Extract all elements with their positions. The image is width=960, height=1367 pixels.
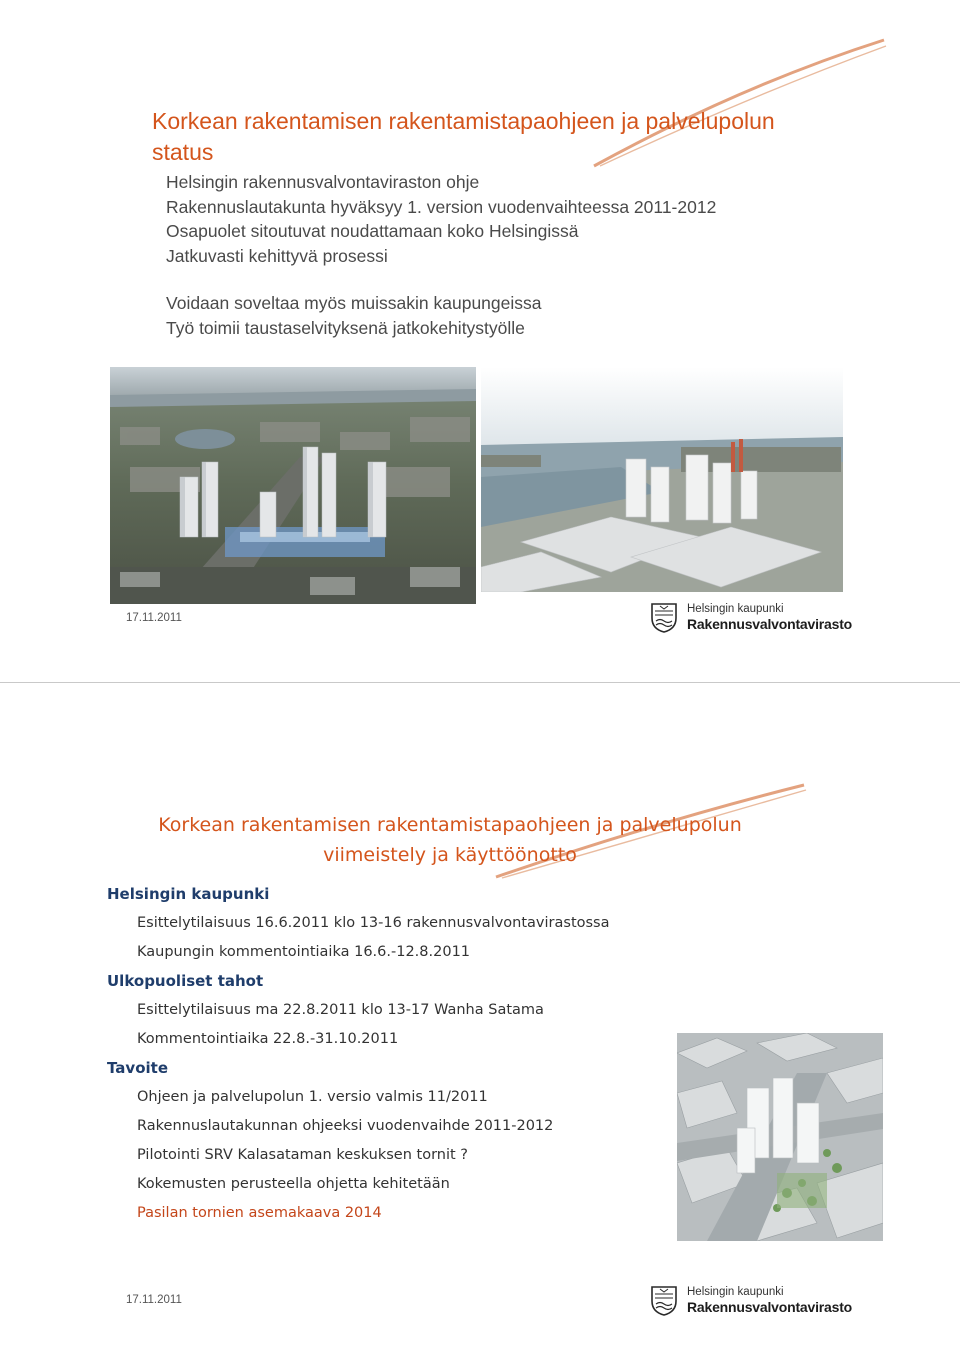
list-item: Kommentointiaika 22.8.-31.10.2011 [137, 1031, 399, 1047]
slide-date: 17.11.2011 [126, 1294, 182, 1306]
list-item: Esittelytilaisuus ma 22.8.2011 klo 13-17 Wanha Satama [137, 1002, 544, 1018]
highlight-item: Pasilan tornien asemakaava 2014 [137, 1205, 382, 1221]
bullet-item: Voidaan soveltaa myös muissakin kaupungeissa [166, 293, 542, 313]
list-item: Esittelytilaisuus 16.6.2011 klo 13-16 rakennusvalvontavirastossa [137, 915, 610, 931]
slide-title-line-1: Korkean rakentamisen rakentamistapaohjeen ja palvelupolun [158, 814, 742, 836]
bullet-item: Jatkuvasti kehittyvä prosessi [166, 245, 388, 266]
bullet-item: Osapuolet sitoutuvat noudattamaan koko Helsingissä [166, 221, 579, 241]
aerial-photo-pasila [110, 367, 476, 604]
logo-city-name: Helsingin kaupunki [687, 1286, 784, 1298]
bullet-item: Työ toimii taustaselvityksenä jatkokehitystyölle [166, 317, 525, 338]
list-item: Ohjeen ja palvelupolun 1. versio valmis 11/2011 [137, 1089, 488, 1105]
slide-date: 17.11.2011 [126, 612, 182, 624]
bullet-item: Rakennuslautakunta hyväksyy 1. version vuodenvaihteessa 2011-2012 [166, 196, 717, 217]
slide-1 [0, 0, 960, 682]
organization-logo [651, 1286, 861, 1320]
schedule-list [107, 880, 610, 1228]
aerial-photo-kalasatama [481, 367, 843, 592]
logo-department-name: Rakennusvalvontavirasto [687, 1299, 853, 1315]
city-model-rendering [677, 1033, 883, 1241]
bullet-item: Helsingin rakennusvalvontaviraston ohje [166, 172, 480, 192]
helsinki-crest-icon [651, 1286, 677, 1316]
slide-2 [0, 683, 960, 1367]
list-item: Pilotointi SRV Kalasataman keskuksen tornit ? [137, 1147, 468, 1163]
logo-city-name: Helsingin kaupunki [687, 603, 784, 615]
list-item: Rakennuslautakunnan ohjeeksi vuodenvaihde 2011-2012 [137, 1118, 554, 1134]
section-heading: Tavoite [107, 1059, 168, 1077]
section-heading: Ulkopuoliset tahot [107, 972, 264, 990]
slide-title-line-2: viimeistely ja käyttöönotto [323, 844, 577, 866]
list-item: Kokemusten perusteella ohjetta kehitetään [137, 1176, 450, 1192]
organization-logo [651, 603, 861, 637]
list-item: Kaupungin kommentointiaika 16.6.-12.8.2011 [137, 944, 471, 960]
logo-department-name: Rakennusvalvontavirasto [687, 616, 853, 632]
slide-title [100, 810, 800, 870]
section-heading: Helsingin kaupunki [107, 885, 270, 903]
bullet-list [166, 170, 716, 340]
helsinki-crest-icon [651, 603, 677, 633]
slide-title: Korkean rakentamisen rakentamistapaohjeen ja palvelupolun status [152, 108, 775, 165]
